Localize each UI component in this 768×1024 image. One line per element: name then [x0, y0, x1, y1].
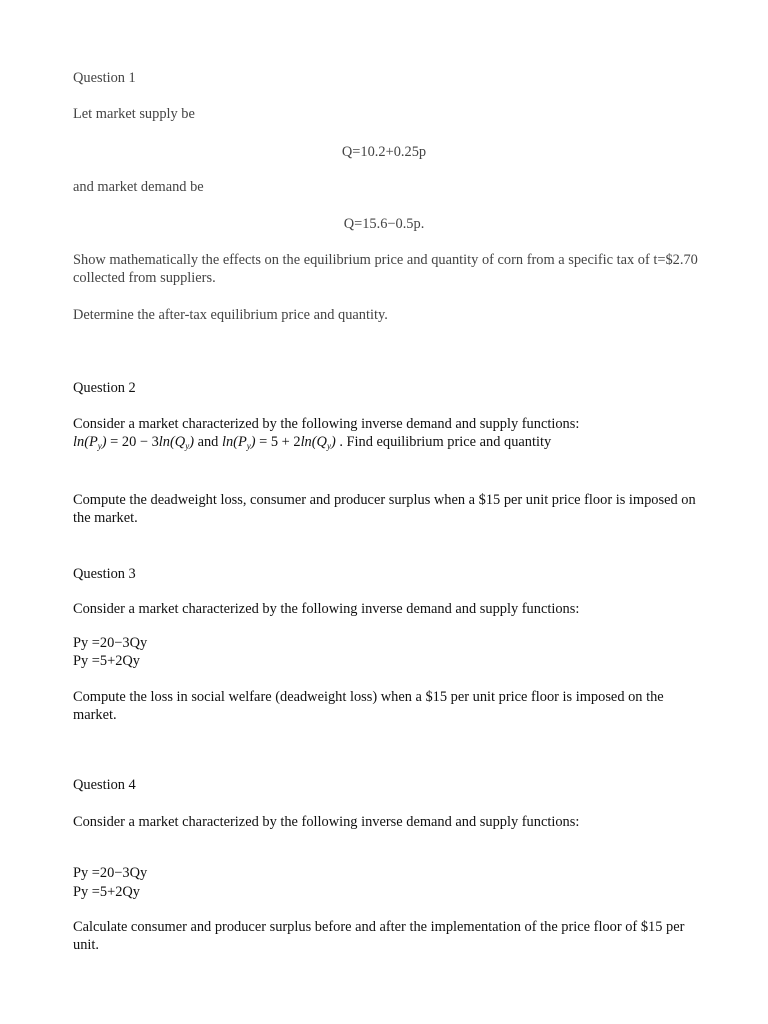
q2-task: Compute the deadweight loss, consumer and producer surplus when a $15 per unit price floor is imposed on the market. — [73, 492, 696, 526]
q2-equations-line — [73, 433, 703, 451]
q2-supply-formula: $\ln(P_y) = 5 + 2\ln(Q_y)$ — [221, 434, 336, 451]
q3-supply-equation: Py =5+2Qy — [73, 653, 141, 669]
q2-intro: Consider a market characterized by the following inverse demand and supply functions: — [73, 416, 580, 432]
q4-task: Calculate consumer and producer surplus before and after the implementation of the price floor of $15 per unit. — [73, 919, 685, 953]
q3-intro: Consider a market characterized by the following inverse demand and supply functions: — [73, 601, 580, 617]
q1-heading: Question 1 — [73, 70, 136, 86]
q1-supply-equation: Q=10.2+0.25p — [341, 144, 427, 160]
q4-demand-equation: Py =20−3Qy — [73, 865, 148, 881]
q2-heading: Question 2 — [73, 380, 136, 396]
q2-find-text: . Find equilibrium price and quantity — [335, 434, 552, 450]
q4-heading: Question 4 — [73, 777, 136, 793]
q4-supply-equation: Py =5+2Qy — [73, 884, 141, 900]
q1-task: Show mathematically the effects on the equilibrium price and quantity of corn from a specific tax of t=$2.70 collected from suppliers. — [73, 252, 698, 286]
q3-demand-equation: Py =20−3Qy — [73, 635, 148, 651]
q4-intro: Consider a market characterized by the following inverse demand and supply functions: — [73, 814, 580, 830]
q1-demand-equation: Q=15.6−0.5p. — [343, 216, 425, 232]
q1-task-2: Determine the after-tax equilibrium price and quantity. — [73, 307, 388, 323]
q2-and-text: and — [193, 434, 222, 450]
q1-supply-intro: Let market supply be — [73, 106, 195, 122]
q3-task: Compute the loss in social welfare (deadweight loss) when a $15 per unit price floor is imposed on the market. — [73, 689, 664, 723]
q1-demand-intro: and market demand be — [73, 179, 204, 195]
q2-demand-formula: $\ln(P_y) = 20 - 3\ln(Q_y)$ — [73, 434, 194, 451]
q3-heading: Question 3 — [73, 566, 136, 582]
